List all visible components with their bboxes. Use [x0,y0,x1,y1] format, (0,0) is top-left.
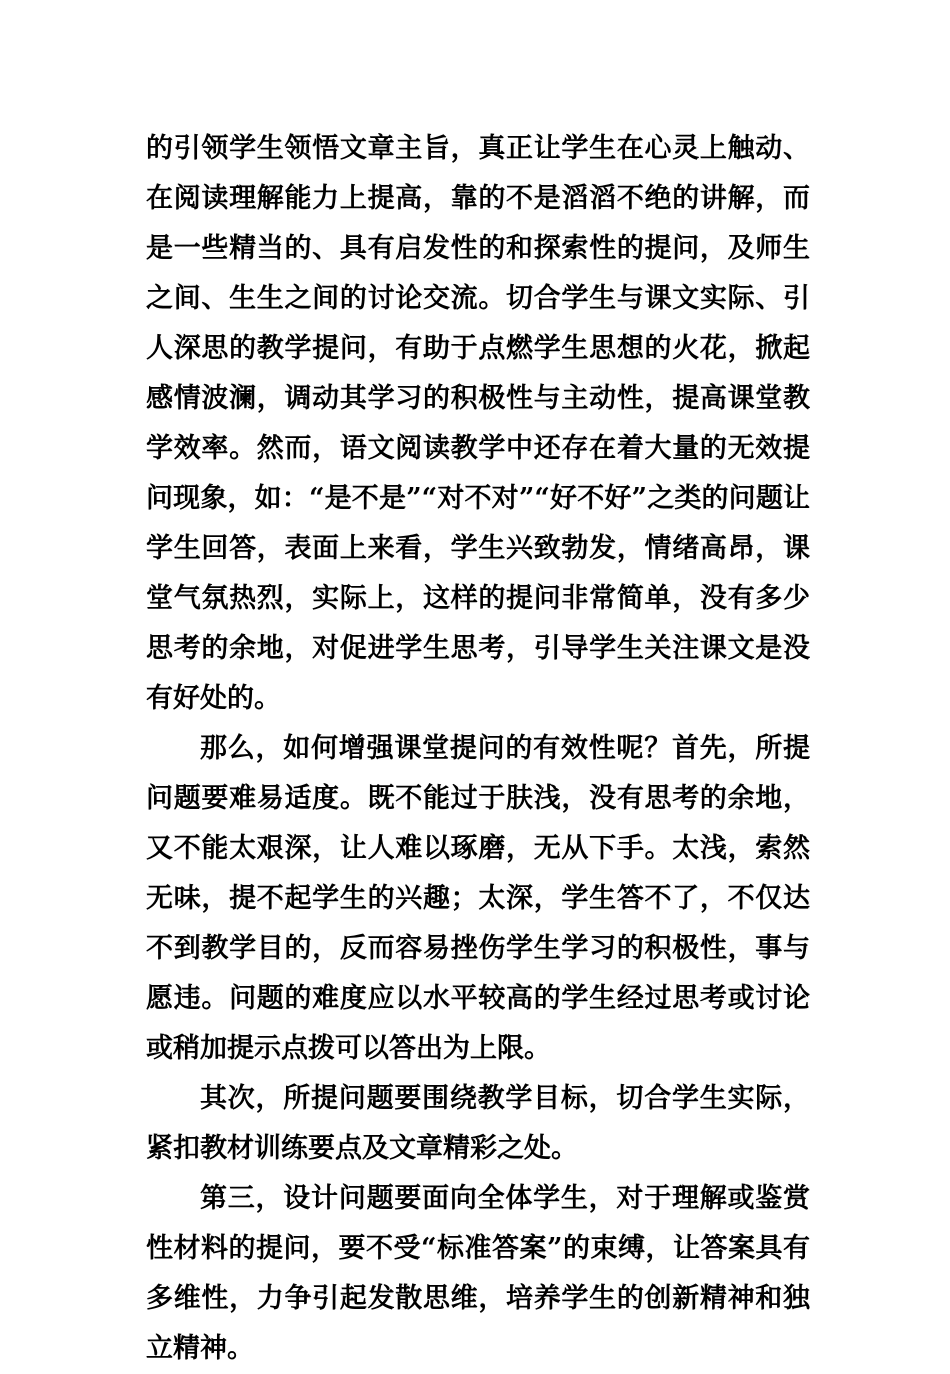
paragraph-question-effectiveness: 那么，如何增强课堂提问的有效性呢？首先，所提问题要难易适度。既不能过于肤浅，没有思考的余地，又不能太艰深，让人难以琢磨，无从下手。太浅，索然无味，提不起学生的兴趣；太深，学生答不了，不仅达不到教学目的，反而容易挫伤学生学习的积极性，事与愿违。问题的难度应以水平较高的学生经过思考或讨论或稍加提示点拨可以答出为上限。 [146,733,810,1064]
document-body [146,124,810,1374]
paragraph-continued: 的引领学生领悟文章主旨，真正让学生在心灵上触动、在阅读理解能力上提高，靠的不是滔滔不绝的讲解，而是一些精当的、具有启发性的和探索性的提问，及师生之间、生生之间的讨论交流。切合学生与课文实际、引人深思的教学提问，有助于点燃学生思想的火花，掀起感情波澜，调动其学习的积极性与主动性，提高课堂教学效率。然而，语文阅读教学中还存在着大量的无效提问现象，如：“是不是”“对不对”“好不好”之类的问题让学生回答，表面上来看，学生兴致勃发，情绪高昂，课堂气氛热烈，实际上，这样的提问非常简单，没有多少思考的余地，对促进学生思考，引导学生关注课文是没有好处的。 [146,133,810,714]
paragraph-third-point: 第三，设计问题要面向全体学生，对于理解或鉴赏性材料的提问，要不受“标准答案”的束缚，让答案具有多维性，力争引起发散思维，培养学生的创新精神和独立精神。 [146,1183,810,1364]
paragraph-second-point: 其次，所提问题要围绕教学目标，切合学生实际，紧扣教材训练要点及文章精彩之处。 [146,1083,810,1164]
